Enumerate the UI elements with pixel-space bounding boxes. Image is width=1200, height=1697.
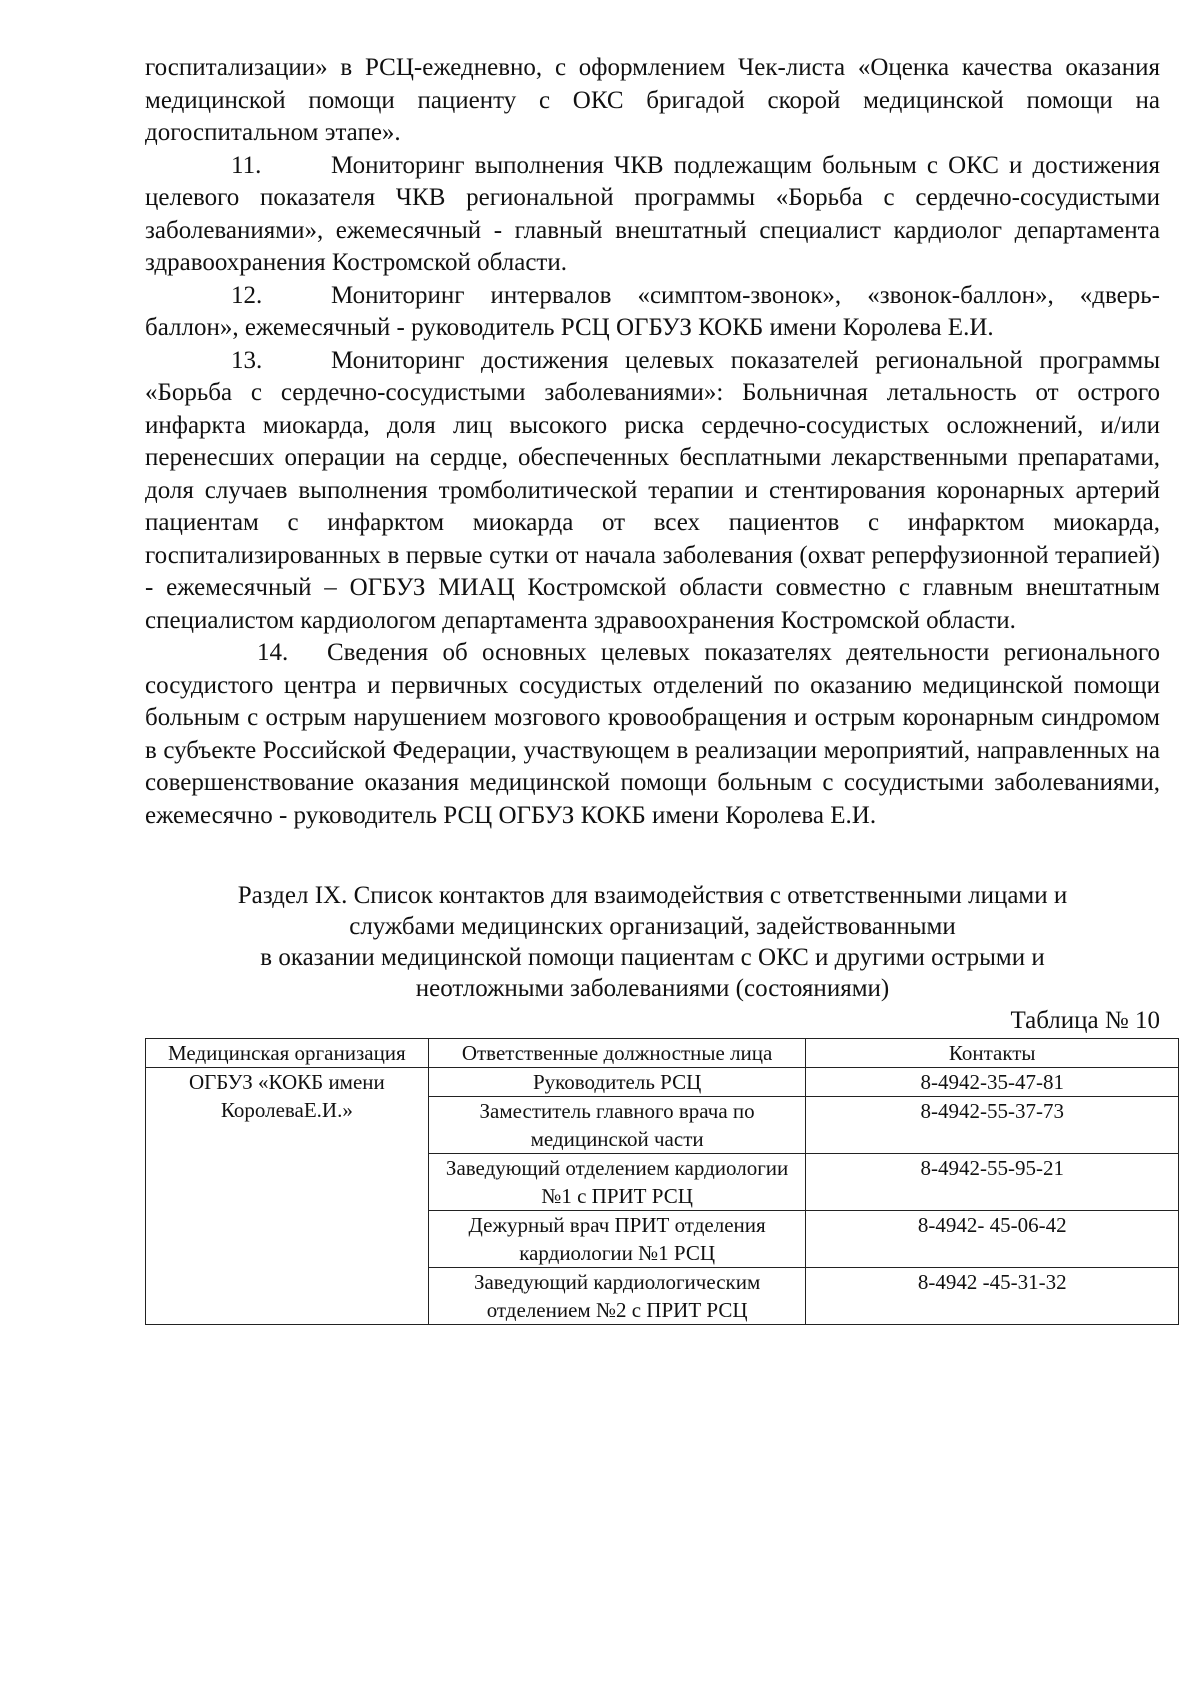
table-row (146, 1068, 1179, 1097)
position-cell: Заведующий кардиологическим отделением №2 с ПРИТ РСЦ (428, 1268, 806, 1325)
paragraph-14-number: 14. (257, 639, 289, 666)
contacts-table (145, 1038, 1179, 1325)
section-title-line-1: Раздел IX. Список контактов для взаимодействия с ответственными лицами и (237, 882, 1068, 909)
contact-cell: 8-4942-35-47-81 (806, 1068, 1179, 1097)
paragraph-14-text: Сведения об основных целевых показателях деятельности регионального сосудистого центра и первичных сосудистых отделений по оказанию медицинской помощи больным с острым нарушением мозгового кровообращения и острым коронарным синдромом в субъекте Российской Федерации, участвующем в реализации мероприятий, направленных на совершенствование оказания медицинской помощи больным с сосудистыми заболеваниями, ежемесячно - руководитель РСЦ ОГБУЗ КОКБ имени Королева Е.И. (145, 639, 1160, 829)
paragraph-13-number: 13. (231, 346, 263, 374)
position-cell: Руководитель РСЦ (428, 1068, 806, 1097)
section-title (145, 880, 1160, 1004)
paragraph-11 (145, 150, 1160, 280)
position-cell: Заведующий отделением кардиологии №1 с ПРИТ РСЦ (428, 1154, 806, 1211)
section-title-line-4: неотложными заболеваниями (состояниями) (415, 975, 890, 1002)
paragraph-12-number: 12. (231, 281, 263, 309)
section-title-line-2: службами медицинских организаций, задействованными (349, 913, 956, 940)
paragraph-12 (145, 280, 1160, 345)
contact-cell: 8-4942- 45-06-42 (806, 1211, 1179, 1268)
contact-cell: 8-4942 -45-31-32 (806, 1268, 1179, 1325)
paragraph-13-text: Мониторинг достижения целевых показателей региональной программы «Борьба с сердечно-сосудистыми заболеваниями»: Больничная летальность от острого инфаркта миокарда, доля лиц высокого риска сердечно-сосудистых осложнений, и/или перенесших операции на сердце, обеспеченных бесплатными лекарственными препаратами, доля случаев выполнения тромболитической терапии и стентирования коронарных артерий пациентам с инфарктом миокарда от всех пациентов с инфарктом миокарда, госпитализированных в первые сутки от начала заболевания (охват реперфузионной терапией) - ежемесячный – ОГБУЗ МИАЦ Костромской области совместно с главным внештатным специалистом кардиологом департамента здравоохранения Костромской области. (145, 346, 1160, 634)
contact-cell: 8-4942-55-95-21 (806, 1154, 1179, 1211)
position-cell: Дежурный врач ПРИТ отделения кардиологии №1 РСЦ (428, 1211, 806, 1268)
table-caption: Таблица № 10 (1010, 1007, 1160, 1034)
section-title-line-3: в оказании медицинской помощи пациентам с ОКС и другими острыми и (260, 944, 1045, 971)
header-contacts: Контакты (806, 1039, 1179, 1068)
paragraph-11-number: 11. (231, 151, 262, 179)
paragraph-12-text: Мониторинг интервалов «симптом-звонок», «звонок-баллон», «дверь-баллон», ежемесячный - руководитель РСЦ ОГБУЗ КОКБ имени Королева Е.И. (145, 281, 1160, 341)
header-responsible: Ответственные должностные лица (428, 1039, 806, 1068)
paragraph-14 (145, 637, 1160, 832)
header-organization: Медицинская организация (146, 1039, 429, 1068)
position-cell: Заместитель главного врача по медицинской части (428, 1097, 806, 1154)
table-header-row (146, 1039, 1179, 1068)
paragraph-10-tail: госпитализации» в РСЦ-ежедневно, с оформлением Чек-листа «Оценка качества оказания медицинской помощи пациенту с ОКС бригадой скорой медицинской помощи на догоспитальном этапе». (145, 54, 1160, 146)
document-page (145, 52, 1160, 1325)
paragraph-13 (145, 345, 1160, 638)
contact-cell: 8-4942-55-37-73 (806, 1097, 1179, 1154)
organization-cell: ОГБУЗ «КОКБ имени КоролеваЕ.И.» (146, 1068, 429, 1325)
paragraph-11-text: Мониторинг выполнения ЧКВ подлежащим больным с ОКС и достижения целевого показателя ЧКВ региональной программы «Борьба с сердечно-сосудистыми заболеваниями», ежемесячный - главный внештатный специалист кардиолог департамента здравоохранения Костромской области. (145, 151, 1160, 276)
